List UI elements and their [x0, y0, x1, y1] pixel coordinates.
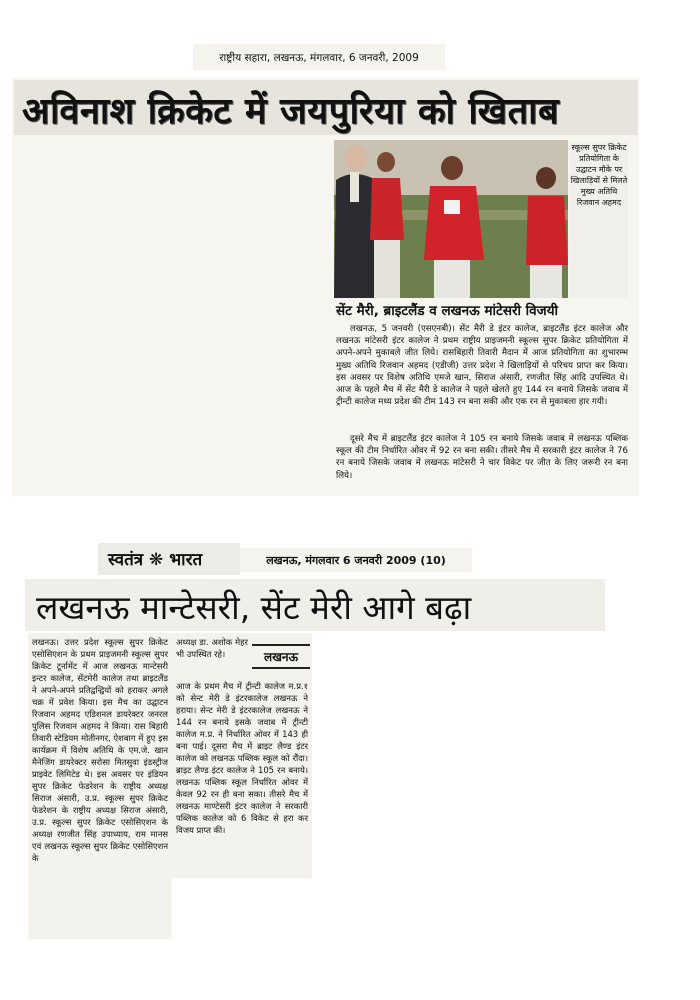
headline-1: अविनाश क्रिकेट में जयपुरिया को खिताब [22, 91, 560, 132]
article-body-1-p2: दूसरे मैच में ब्राइटलैंड इंटर कालेज ने 105 रन बनाये जिसके जवाब में लखनऊ पब्लिक स्कूल की टीम निर्धारित ओवर में 92 रन बना सकी। तीसरे मैच में सरकारी इंटर कालेज ने 76 रन बनाये जिसके जवाब में लखनऊ मांटेसरी ने चार विकेट पर जीत के लिए जरूरी रन बना लिये। [336, 434, 628, 481]
section-tag-lucknow: लखनऊ [252, 644, 310, 669]
subheadline-1: सेंट मैरी, ब्राइटलैंड व लखनऊ मांटेसरी विजयी [336, 303, 559, 319]
masthead-swatantra-bharat: स्वतंत्र ❋ भारत [108, 550, 203, 570]
article-body-2-col2-top: अध्यक्ष डा. अशोक मेहर भी उपस्थित रहे। [176, 637, 248, 659]
article-body-2-col1: लखनऊ। उत्तर प्रदेश स्कूल्स सुपर क्रिकेट एसोसिएशन के प्रथम प्राइजमनी स्कूल्स सुपर क्रिकेट टूर्नामेंट में आज लखनऊ मान्टेसरी इन्टर कालेज, सेंटमेरी कालेज तथा ब्राइटलैंड ने अपने-अपने प्रतिद्वन्द्वियों को हराकर अगले चक्र में प्रवेश किया। इस मैच का उद्घाटन रिजवान अहमद एडिशनल डायरेक्टर जनरल पुलिस रिजवान अहमद ने किया। रास बिहारी तिवारी स्टेडियम मोतीनगर, ऐशबाग में हुए इस कार्यक्रम में विशेष अतिथि के एम.जे. खान मैनेजिंग डायरेक्टर सरोसा मितसुवा इंडस्ट्रीज प्राइवेट लिमिटेड थे। इस अवसर पर इंडियन सुपर क्रिकेट फेडरेशन के राष्ट्रीय अध्यक्ष सिराज अंसारी, उ.प्र. स्कूल्स सुपर क्रिकेट फेडरेशन के राष्ट्रीय अध्यक्ष सिराज अंसारी, उ.प्र. स्कूल्स सुपर क्रिकेट एसोसिएशन के अध्यक्ष रणजीत सिंह उपाध्याय, राम मानस एवं लखनऊ स्कूल्स सुपर क्रिकेट एसोसिएशन के [32, 637, 168, 863]
photo-caption: स्कूल्स सुपर क्रिकेट प्रतियोगिता के उद्घाटन मौके पर खिलाड़ियों से मिलते मुख्य अतिथि रिजवान अहमद [570, 142, 628, 298]
dateline-2: लखनऊ, मंगलवार 6 जनवरी 2009 (10) [266, 554, 446, 567]
article-body-2-col2: आज के प्रथम मैच में ट्रीन्टी कालेज म.प्र.१ को सेन्ट मेरी डे इंटरकालेज लखनऊ ने हराया। सेन्ट मेरी डे इंटरकालेज लखनऊ ने 144 रन बनाये इसके जवाब में ट्रीन्टी कालेज म.प्र. ने निर्धारित ओवर में 143 ही बना पाई। दूसरा मैच में ब्राइट लैण्ड इंटर कालेज को लखनऊ पब्लिक स्कूल को रौंदा। ब्राइट लैण्ड इंटर कालेज ने 105 रन बनाये। लखनऊ पब्लिक स्कूल निर्धारित ओवर में केवल 92 रन ही बना सका। तीसरे मैच में लखनऊ माण्टेसरी इंटर कालेज ने सरकारी पब्लिक कालेज को 6 विकेट से हरा कर विजय प्राप्त की। [176, 681, 308, 835]
photo-players-with-chief-guest [334, 140, 568, 298]
dateline-1: राष्ट्रीय सहारा, लखनऊ, मंगलवार, 6 जनवरी, 2009 [219, 52, 419, 64]
photo-illustration [334, 140, 568, 298]
article-body-1-p1: लखनऊ, 5 जनवरी (एसएनबी)। सेंट मैरी डे इंटर कालेज, ब्राइटलैंड इंटर कालेज और लखनऊ मांटेसरी इंटर कालेज ने प्रथम राष्ट्रीय प्राइजमनी स्कूल्स सुपर क्रिकेट प्रतियोगिता में अपने-अपने मुकाबले जीत लिये। रासबिहारी तिवारी मैदान में आज प्रतियोगिता का शुभारम्भ मुख्य अतिथि रिजवान अहमद (एडीजी) उत्तर प्रदेश ने खिलाड़ियों से परिचय प्राप्त कर किया। इस अवसर पर विशेष अतिथि एमजे खान, सिराज अंसारी, रणजीत सिंह आदि उपस्थित थे। आज के पहले मैच में सेंट मैरी डे कालेज ने पहले खेलते हुए 144 रन बनाये जिसके जवाब में ट्रीन्टी कालेज मध्य प्रदेश की टीम 143 रन बना सकी और एक रन से मुकाबला हार गयी। [336, 324, 628, 408]
headline-2: लखनऊ मान्टेसरी, सेंट मेरी आगे बढ़ा [36, 588, 472, 627]
